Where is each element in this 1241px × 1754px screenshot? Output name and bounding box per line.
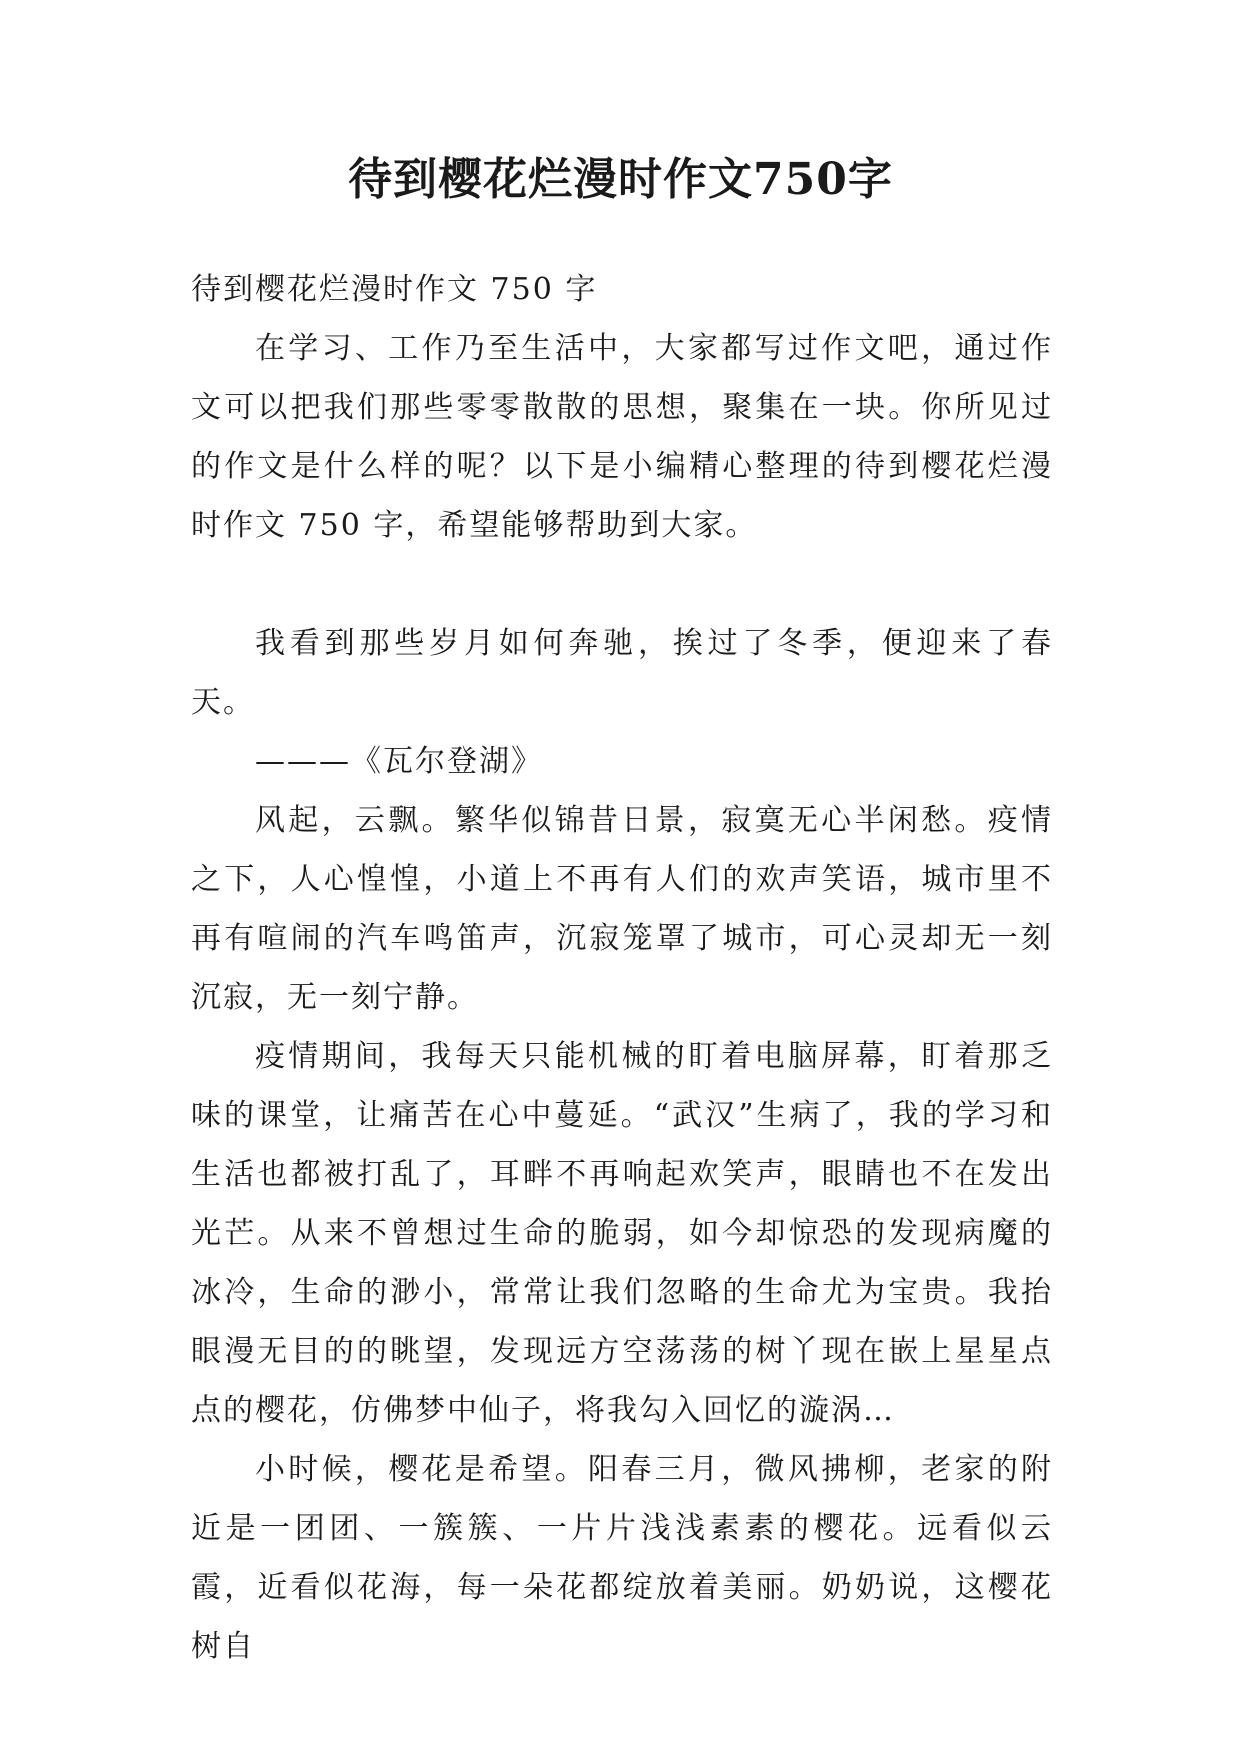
body-paragraph: 小时候，樱花是希望。阳春三月，微风拂柳，老家的附近是一团团、一簇簇、一片片浅浅素素的樱花。远看似云霞，近看似花海，每一朵花都绽放着美丽。奶奶说，这樱花树自 <box>191 1452 1053 1664</box>
body-paragraph: 疫情期间，我每天只能机械的盯着电脑屏幕，盯着那乏味的课堂，让痛苦在心中蔓延。“武汉”生病了，我的学习和生活也都被打乱了，耳畔不再响起欢笑声，眼睛也不在发出光芒。从来不曾想过生命的脆弱，如今却惊恐的发现病魔的冰冷，生命的渺小，常常让我们忽略的生命尤为宝贵。我抬眼漫无目的的眺望，发现远方空荡荡的树丫现在嵌上星星点点的樱花，仿佛梦中仙子，将我勾入回忆的漩涡… <box>191 1039 1053 1428</box>
document-subtitle: 待到樱花烂漫时作文 750 字 <box>191 272 598 307</box>
paragraph-spacer <box>191 555 1053 614</box>
epigraph-quote: 我看到那些岁月如何奔驰，挨过了冬季，便迎来了春天。 <box>191 626 1053 720</box>
intro-paragraph: 在学习、工作乃至生活中，大家都写过作文吧，通过作文可以把我们那些零零散散的思想，聚集在一块。你所见过的作文是什么样的呢？以下是小编精心整理的待到樱花烂漫时作文 750 字，希望能够帮助到大家。 <box>191 331 1053 543</box>
body-paragraph: 风起，云飘。繁华似锦昔日景，寂寞无心半闲愁。疫情之下，人心惶惶，小道上不再有人们的欢声笑语，城市里不再有喧闹的汽车鸣笛声，沉寂笼罩了城市，可心灵却无一刻沉寂，无一刻宁静。 <box>191 803 1053 1015</box>
document-body <box>191 260 1053 1676</box>
epigraph-source: ———《瓦尔登湖》 <box>255 744 543 779</box>
page-title: 待到樱花烂漫时作文750字 <box>348 154 893 205</box>
